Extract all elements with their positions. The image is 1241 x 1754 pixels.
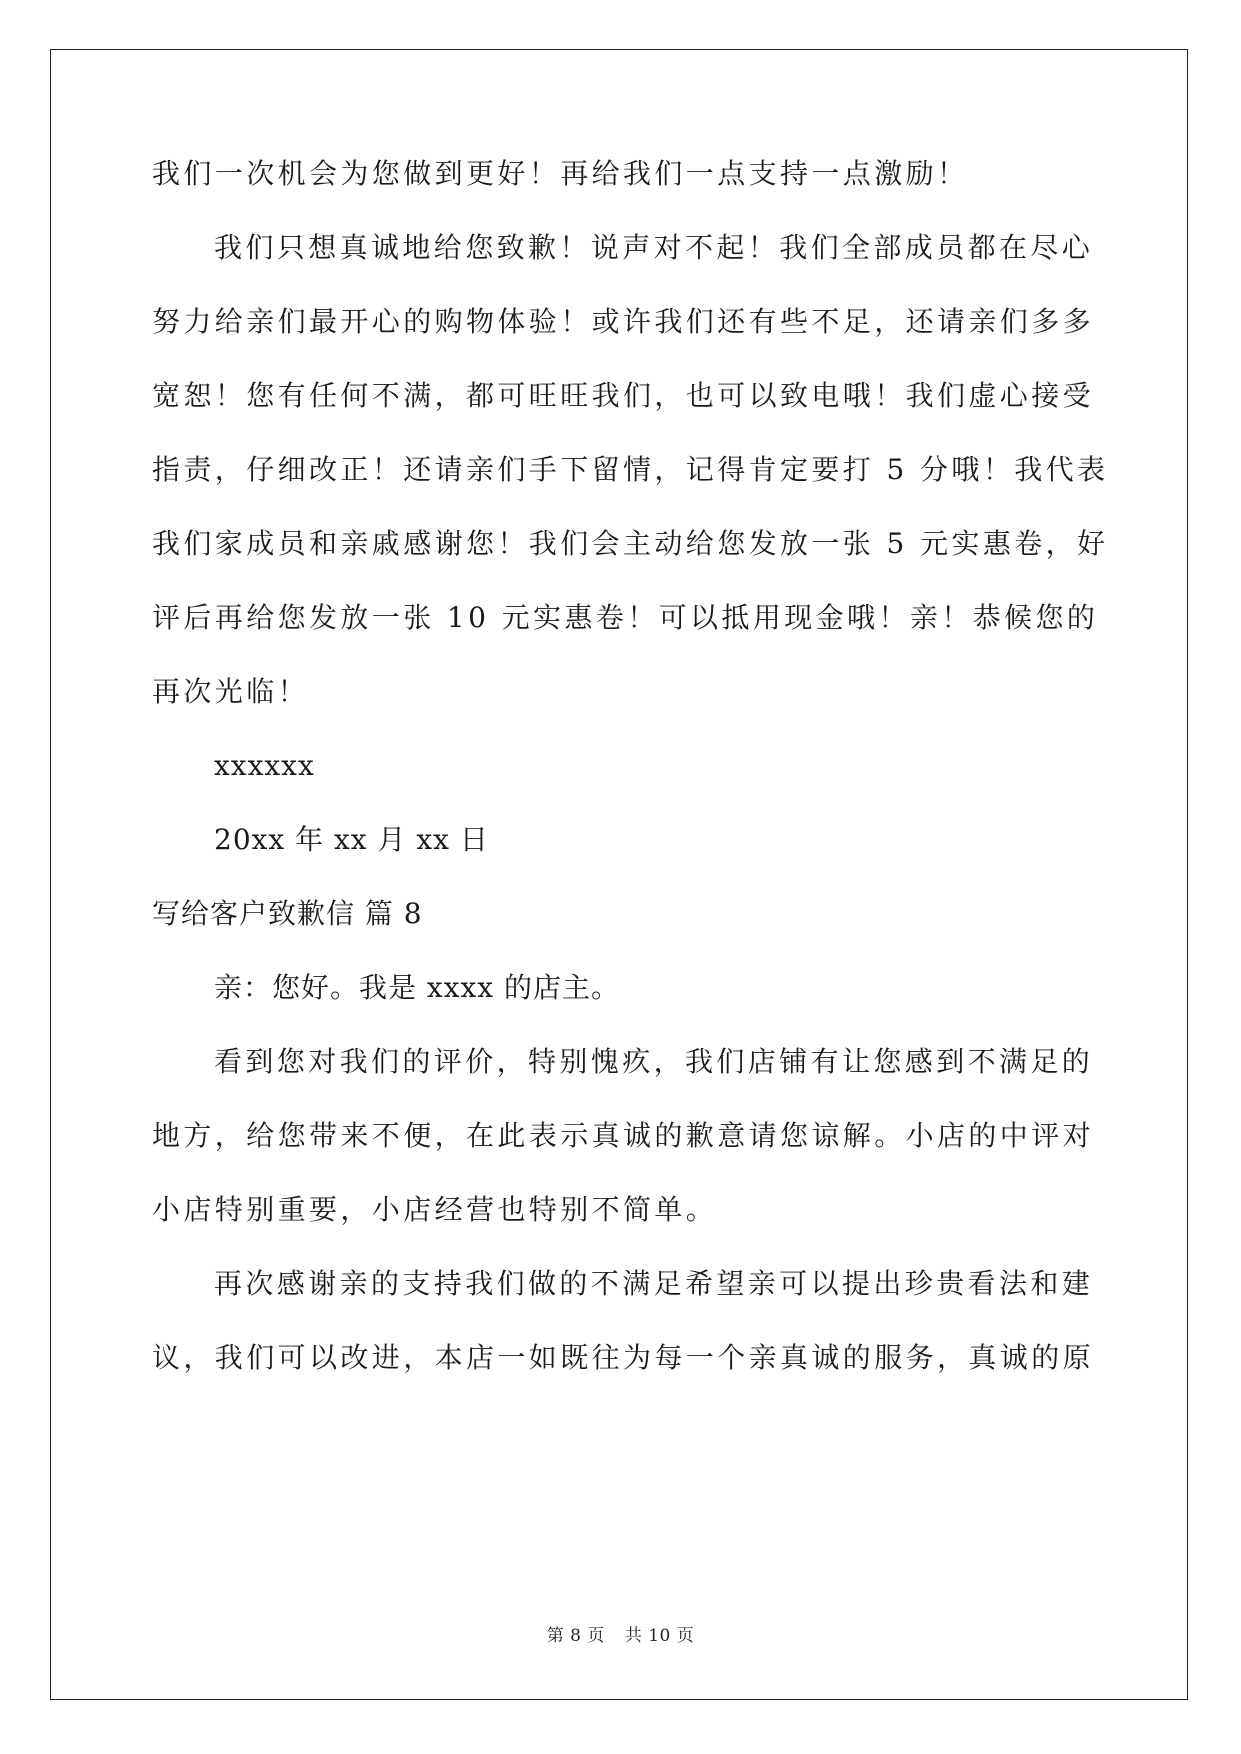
page-total: 共 10 页: [624, 1626, 695, 1646]
signature-name: xxxxxx: [214, 749, 315, 782]
text-line: 我们家成员和亲戚感谢您！我们会主动给您发放一张 5 元实惠卷，好: [152, 527, 1109, 560]
text-line: 地方，给您带来不便，在此表示真诚的歉意请您谅解。小店的中评对: [152, 1119, 1095, 1152]
text-line: 指责，仔细改正！还请亲们手下留情，记得肯定要打 5 分哦！我代表: [152, 453, 1109, 486]
page-number: 第 8 页: [546, 1626, 605, 1646]
text-line: 宽恕！您有任何不满，都可旺旺我们，也可以致电哦！我们虚心接受: [152, 379, 1095, 412]
page-footer: [0, 1626, 1241, 1646]
text-line: 努力给亲们最开心的购物体验！或许我们还有些不足，还请亲们多多: [152, 305, 1095, 338]
paragraph-start: 再次感谢亲的支持我们做的不满足希望亲可以提出珍贵看法和建: [214, 1267, 1094, 1300]
page-border: [50, 49, 1188, 1700]
section-heading: 写给客户致歉信 篇 8: [152, 897, 423, 930]
signature-date: 20xx 年 xx 月 xx 日: [214, 823, 489, 856]
paragraph-start: 看到您对我们的评价，特别愧疚，我们店铺有让您感到不满足的: [214, 1045, 1094, 1078]
text-line: 再次光临！: [152, 675, 310, 708]
paragraph-start: 我们只想真诚地给您致歉！说声对不起！我们全部成员都在尽心: [214, 231, 1094, 264]
text-line: 我们一次机会为您做到更好！再给我们一点支持一点激励！: [152, 157, 969, 190]
text-line: 议，我们可以改进，本店一如既往为每一个亲真诚的服务，真诚的原: [152, 1341, 1095, 1374]
text-line: 评后再给您发放一张 10 元实惠卷！可以抵用现金哦！亲！恭候您的: [152, 601, 1099, 634]
text-line: 小店特别重要，小店经营也特别不简单。: [152, 1193, 718, 1226]
greeting: 亲：您好。我是 xxxx 的店主。: [214, 971, 620, 1004]
